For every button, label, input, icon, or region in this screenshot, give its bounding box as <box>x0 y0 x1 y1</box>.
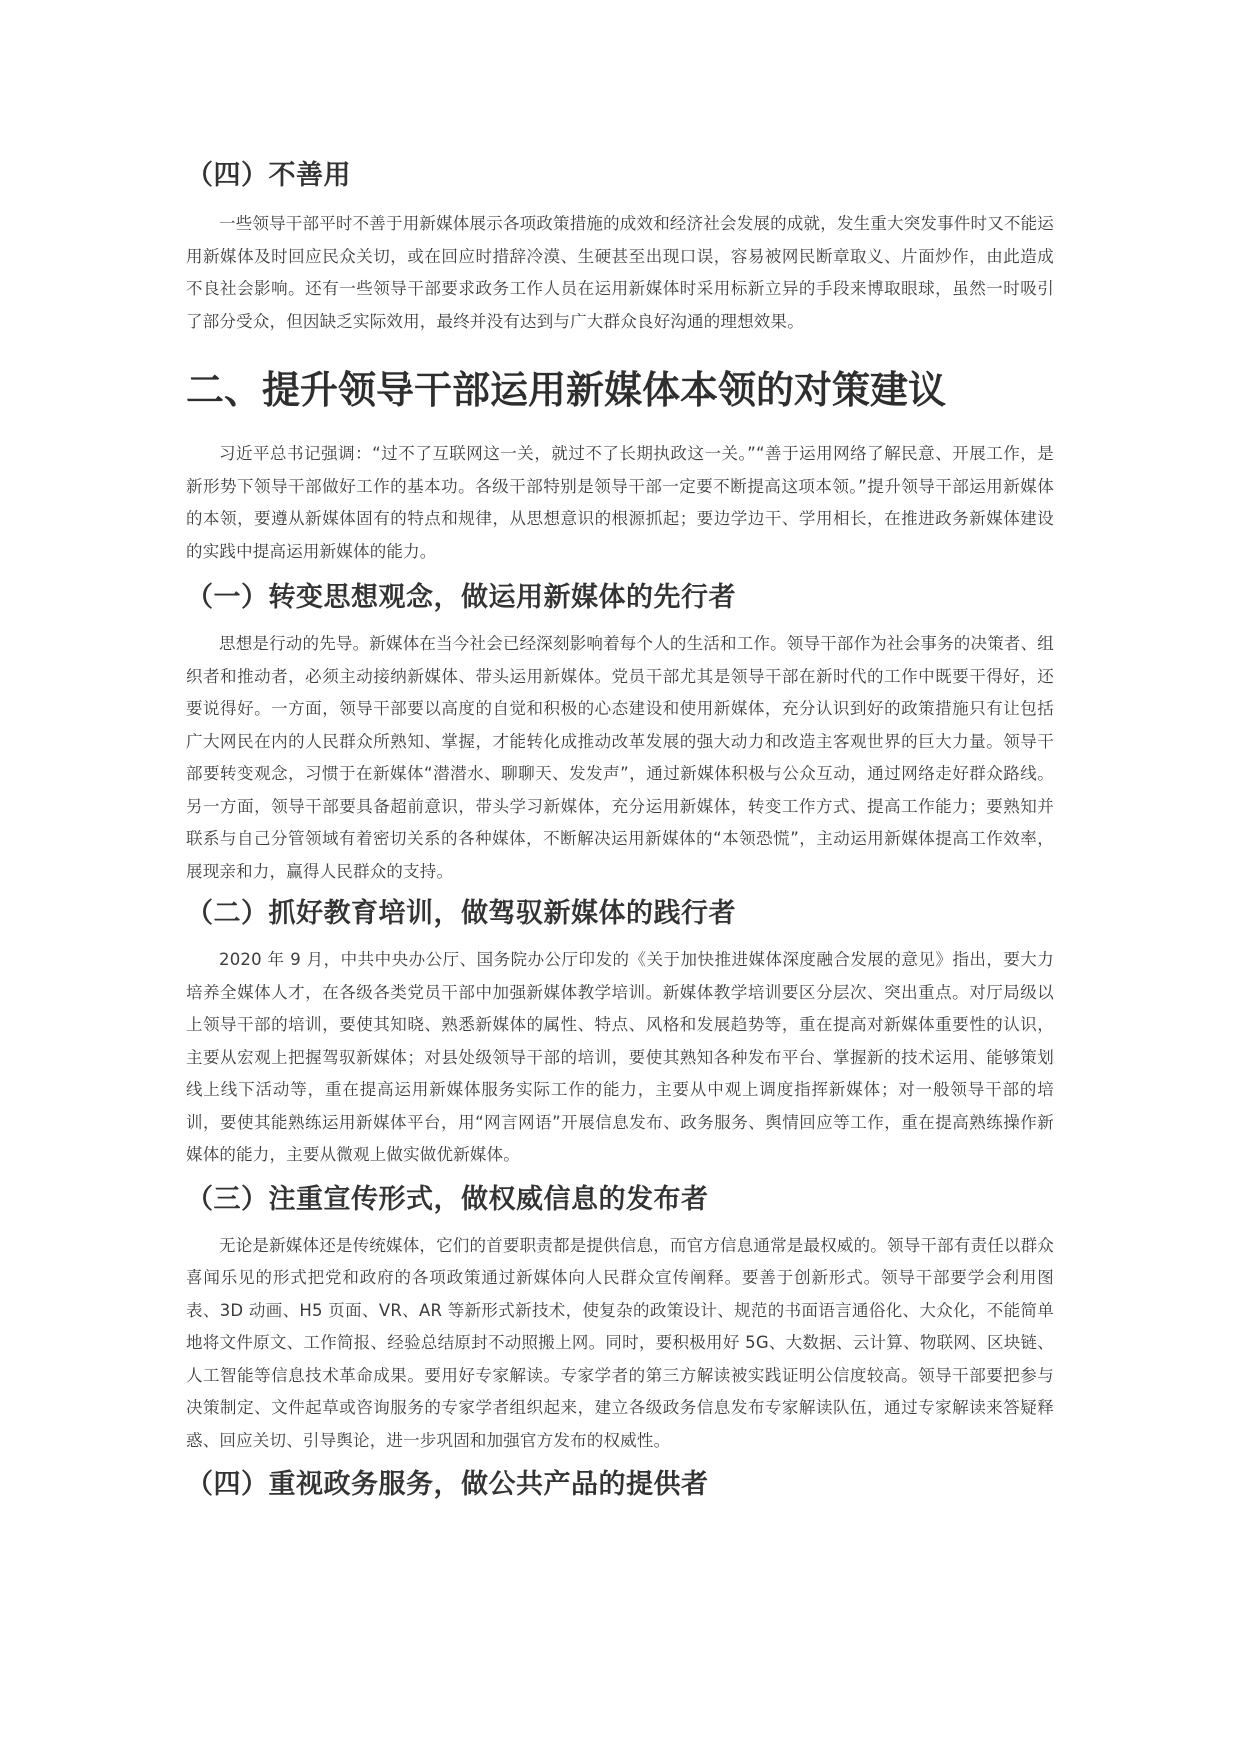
paragraph-intro-countermeasures: 习近平总书记强调：“过不了互联网这一关，就过不了长期执政这一关。”“善于运用网络了解民意、开展工作，是新形势下领导干部做好工作的基本功。各级干部特别是领导干部一定要不断提高这项本领。”提升领导干部运用新媒体的本领，要遵从新媒体固有的特点和规律，从思想意识的根源抓起；要边学边干、学用相长，在推进政务新媒体建设的实践中提高运用新媒体的能力。 <box>186 444 1054 561</box>
paragraph-not-good-at-using: 一些领导干部平时不善于用新媒体展示各项政策措施的成效和经济社会发展的成就，发生重大突发事件时又不能运用新媒体及时回应民众关切，或在回应时措辞冷漠、生硬甚至出现口误，容易被网民断章取义、片面炒作，由此造成不良社会影响。还有一些领导干部要求政务工作人员在运用新媒体时采用标新立异的手段来博取眼球，虽然一时吸引了部分受众，但因缺乏实际效用，最终并没有达到与广大群众良好沟通的理想效果。 <box>186 214 1054 331</box>
section-heading-government-services: （四）重视政务服务，做公共产品的提供者 <box>186 1469 709 1500</box>
section-heading-education-training: （二）抓好教育培训，做驾驭新媒体的践行者 <box>186 898 736 929</box>
section-heading-change-thinking: （一）转变思想观念，做运用新媒体的先行者 <box>186 582 736 613</box>
section-heading-publicity-form: （三）注重宣传形式，做权威信息的发布者 <box>186 1183 709 1215</box>
paragraph-education-training: 2020 年 9 月，中共中央办公厅、国务院办公厅印发的《关于加快推进媒体深度融合发展的意见》指出，要大力培养全媒体人才，在各级各类党员干部中加强新媒体教学培训。新媒体教学培训要区分层次、突出重点。对厅局级以上领导干部的培训，要使其知晓、熟悉新媒体的属性、特点、风格和发展趋势等，重在提高对新媒体重要性的认识，主要从宏观上把握驾驭新媒体；对县处级领导干部的培训，要使其熟知各种发布平台、掌握新的技术运用、能够策划线上线下活动等，重在提高运用新媒体服务实际工作的能力，主要从中观上调度指挥新媒体；对一般领导干部的培训，要使其能熟练运用新媒体平台，用“网言网语”开展信息发布、政务服务、舆情回应等工作，重在提高熟练操作新媒体的能力，主要从微观上做实做优新媒体。 <box>186 950 1054 1164</box>
paragraph-publicity-form: 无论是新媒体还是传统媒体，它们的首要职责都是提供信息，而官方信息通常是最权威的。领导干部有责任以群众喜闻乐见的形式把党和政府的各项政策通过新媒体向人民群众宣传阐释。要善于创新形式。领导干部要学会利用图表、3D 动画、H5 页面、VR、AR 等新形式新技术，使复杂的政策设计、规范的书面语言通俗化、大众化，不能简单地将文件原文、工作简报、经验总结原封不动照搬上网。同时，要积极用好 5G、大数据、云计算、物联网、区块链、人工智能等信息技术革命成果。要用好专家解读。专家学者的第三方解读被实践证明公信度较高。领导干部要把参与决策制定、文件起草或咨询服务的专家学者组织起来，建立各级政务信息发布专家解读队伍，通过专家解读来答疑释惑、回应关切、引导舆论，进一步巩固和加强官方发布的权威性。 <box>186 1235 1054 1450</box>
section-heading-not-good-at-using: （四）不善用 <box>186 160 351 191</box>
paragraph-change-thinking: 思想是行动的先导。新媒体在当今社会已经深刻影响着每个人的生活和工作。领导干部作为社会事务的决策者、组织者和推动者，必须主动接纳新媒体、带头运用新媒体。党员干部尤其是领导干部在新时代的工作中既要干得好，还要说得好。一方面，领导干部要以高度的自觉和积极的心态建设和使用新媒体，充分认识到好的政策措施只有让包括广大网民在内的人民群众所熟知、掌握，才能转化成推动改革发展的强大动力和改造主客观世界的巨大力量。领导干部要转变观念，习惯于在新媒体“潜潜水、聊聊天、发发声”，通过新媒体积极与公众互动，通过网络走好群众路线。另一方面，领导干部要具备超前意识，带头学习新媒体，充分运用新媒体，转变工作方式、提高工作能力；要熟知并联系与自己分管领域有着密切关系的各种媒体，不断解决运用新媒体的“本领恐慌”，主动运用新媒体提高工作效率，展现亲和力，赢得人民群众的支持。 <box>186 634 1054 881</box>
chapter-heading-countermeasures: 二、提升领导干部运用新媒体本领的对策建议 <box>186 367 947 412</box>
document-body <box>186 156 1054 1505</box>
